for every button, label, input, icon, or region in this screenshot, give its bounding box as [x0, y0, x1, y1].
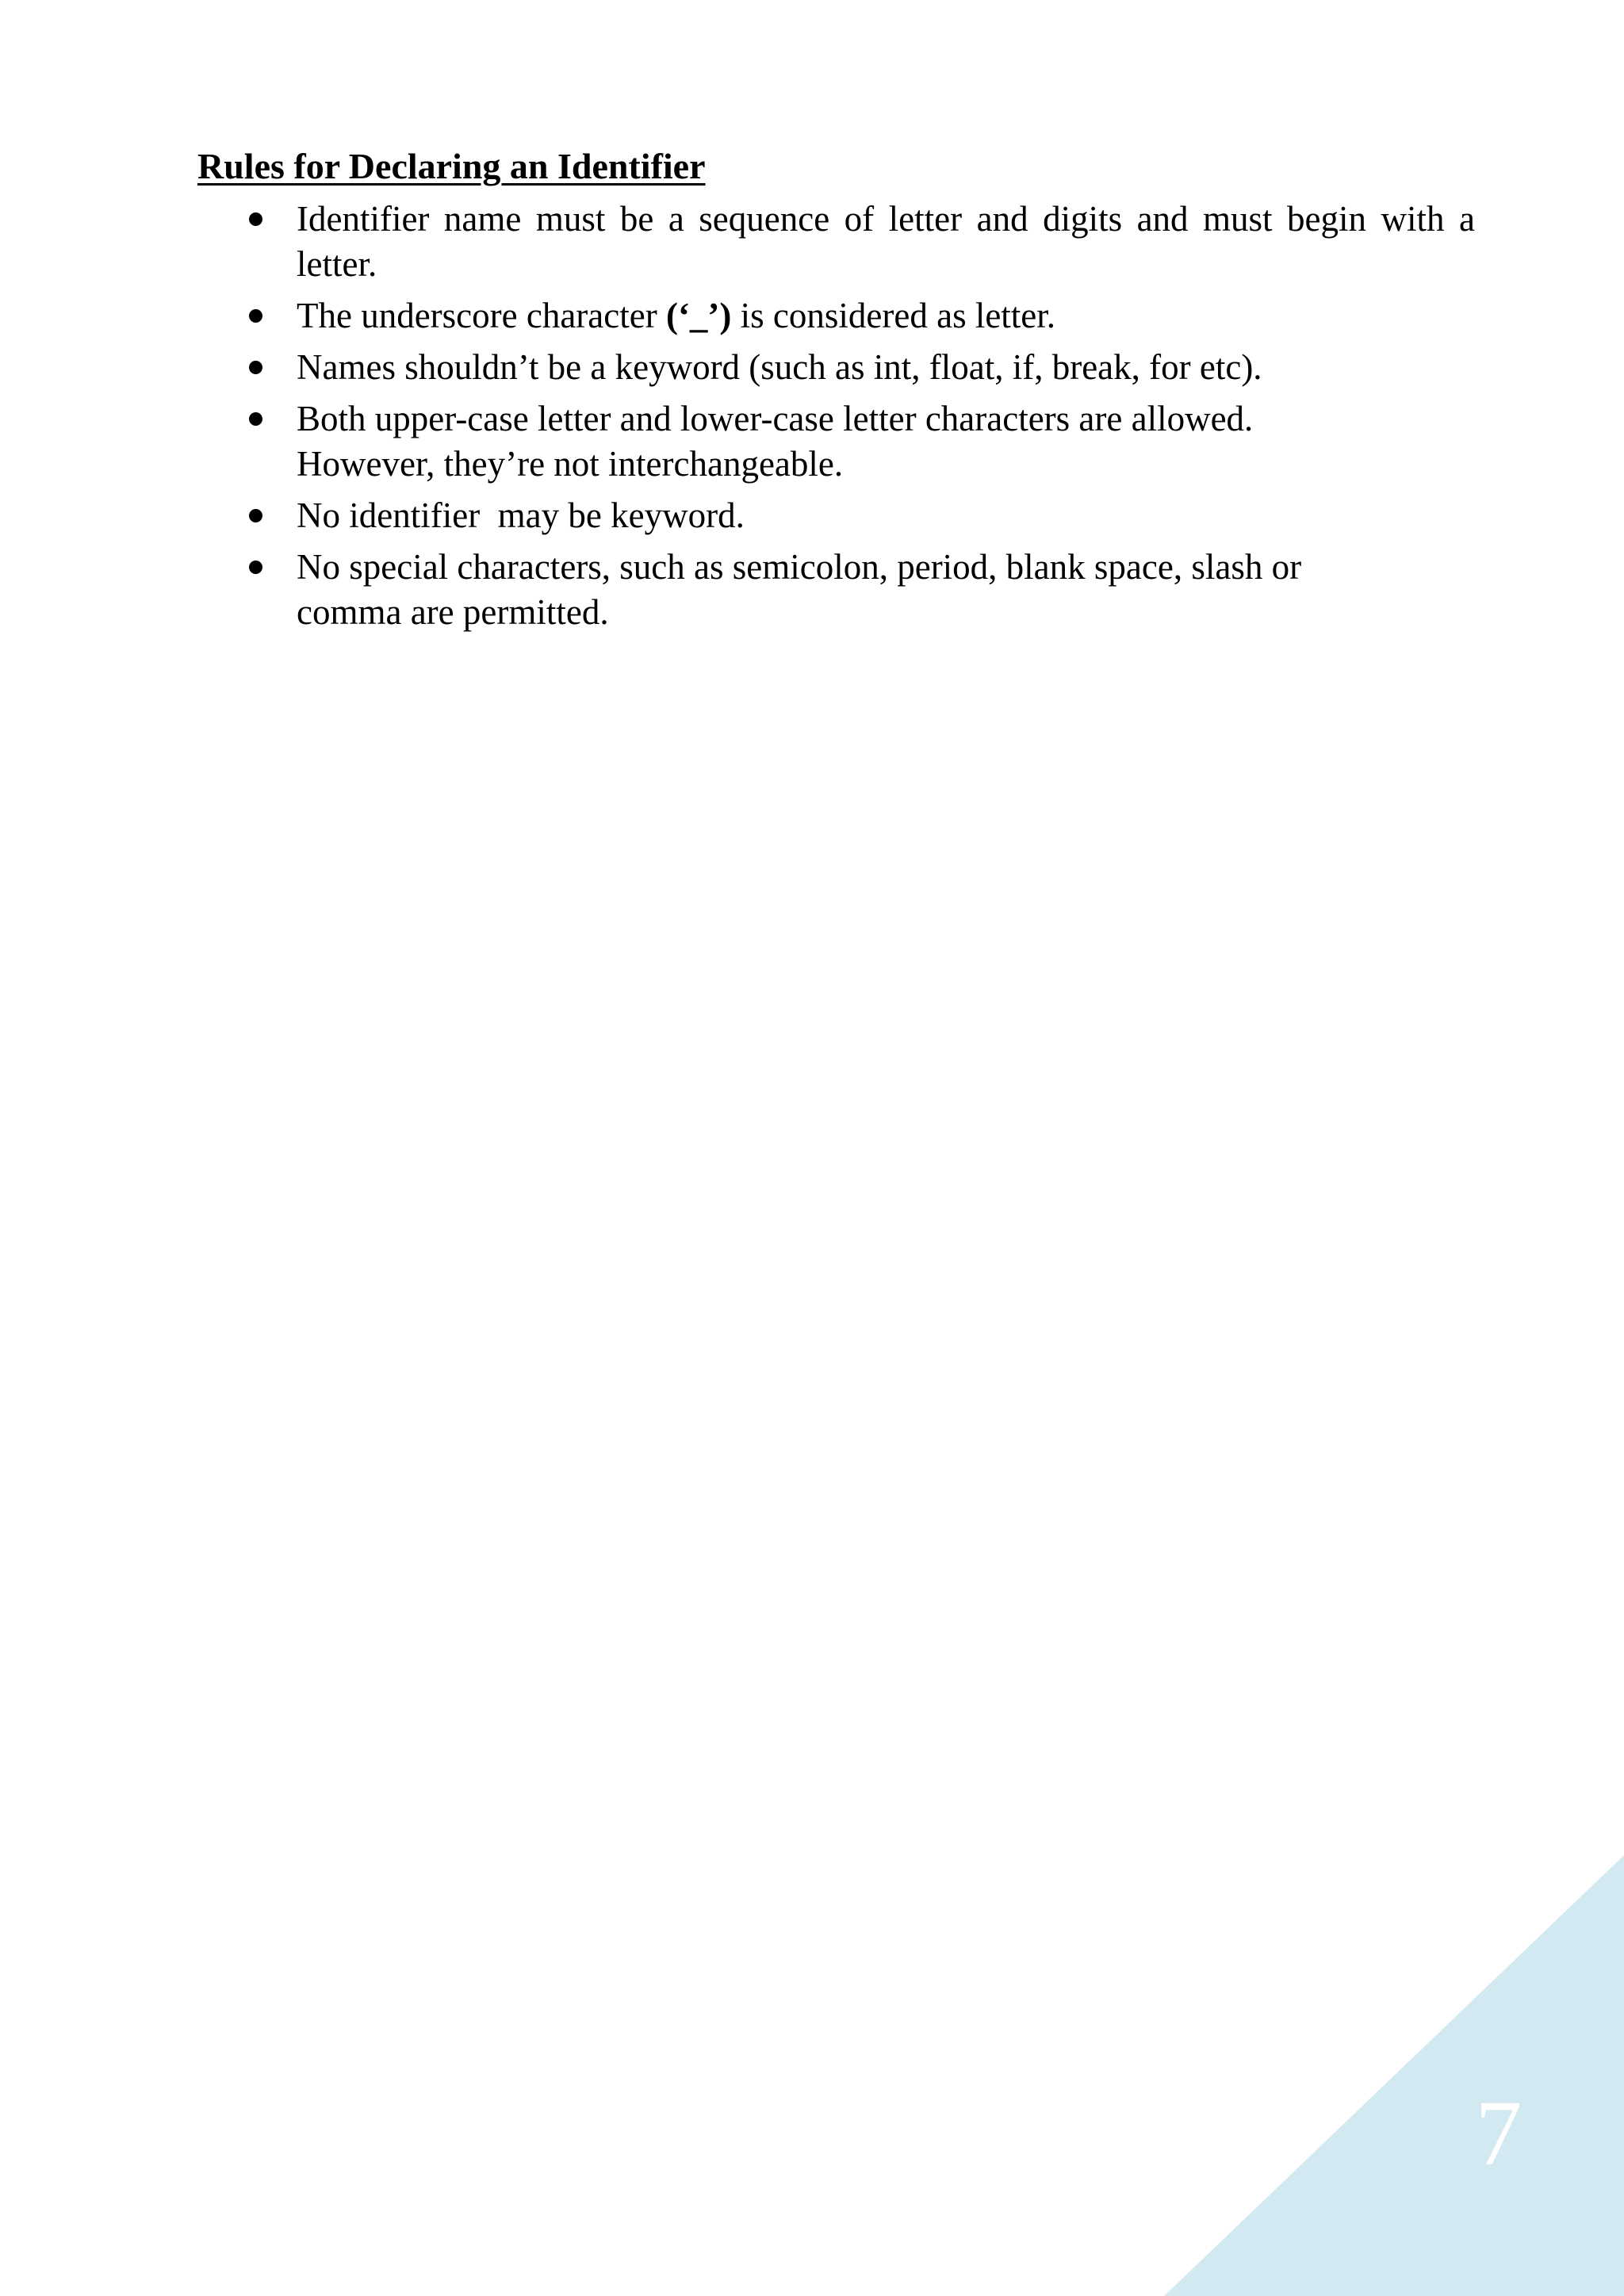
bullet-icon: [249, 361, 262, 374]
list-item: [238, 293, 1475, 339]
bullet-icon: [249, 309, 262, 323]
list-item: [238, 345, 1475, 390]
bullet-icon: [249, 561, 262, 574]
rule-text-line-1: Both upper-case letter and lower-case letter characters are allowed.: [297, 399, 1254, 438]
rule-text: Identifier name must be a sequence of letter and digits and must begin with a letter.: [297, 199, 1475, 284]
section-heading: Rules for Declaring an Identifier: [197, 146, 706, 186]
list-item: [238, 197, 1475, 287]
bullet-icon: [249, 412, 262, 426]
rule-text-line-2: However, they’re not interchangeable.: [297, 444, 844, 484]
rule-text: Names shouldn’t be a keyword (such as int, float, if, break, for etc).: [297, 347, 1262, 387]
rule-text-line-2: comma are permitted.: [297, 592, 609, 632]
underscore-symbol: (‘_’): [665, 296, 732, 335]
page-number: 7: [1475, 2081, 1522, 2185]
rule-text-before: The underscore character: [297, 296, 666, 335]
rules-list: [238, 197, 1475, 641]
list-item: [238, 396, 1475, 487]
rule-text-after: is considered as letter.: [731, 296, 1056, 335]
list-item: [238, 545, 1475, 635]
list-item: [238, 493, 1475, 538]
triangle-corner-decoration-icon: [1164, 1855, 1624, 2296]
rule-text: No identifier may be keyword.: [297, 496, 745, 535]
bullet-icon: [249, 212, 262, 226]
bullet-icon: [249, 509, 262, 522]
rule-text-line-1: No special characters, such as semicolon, period, blank space, slash or: [297, 547, 1302, 587]
